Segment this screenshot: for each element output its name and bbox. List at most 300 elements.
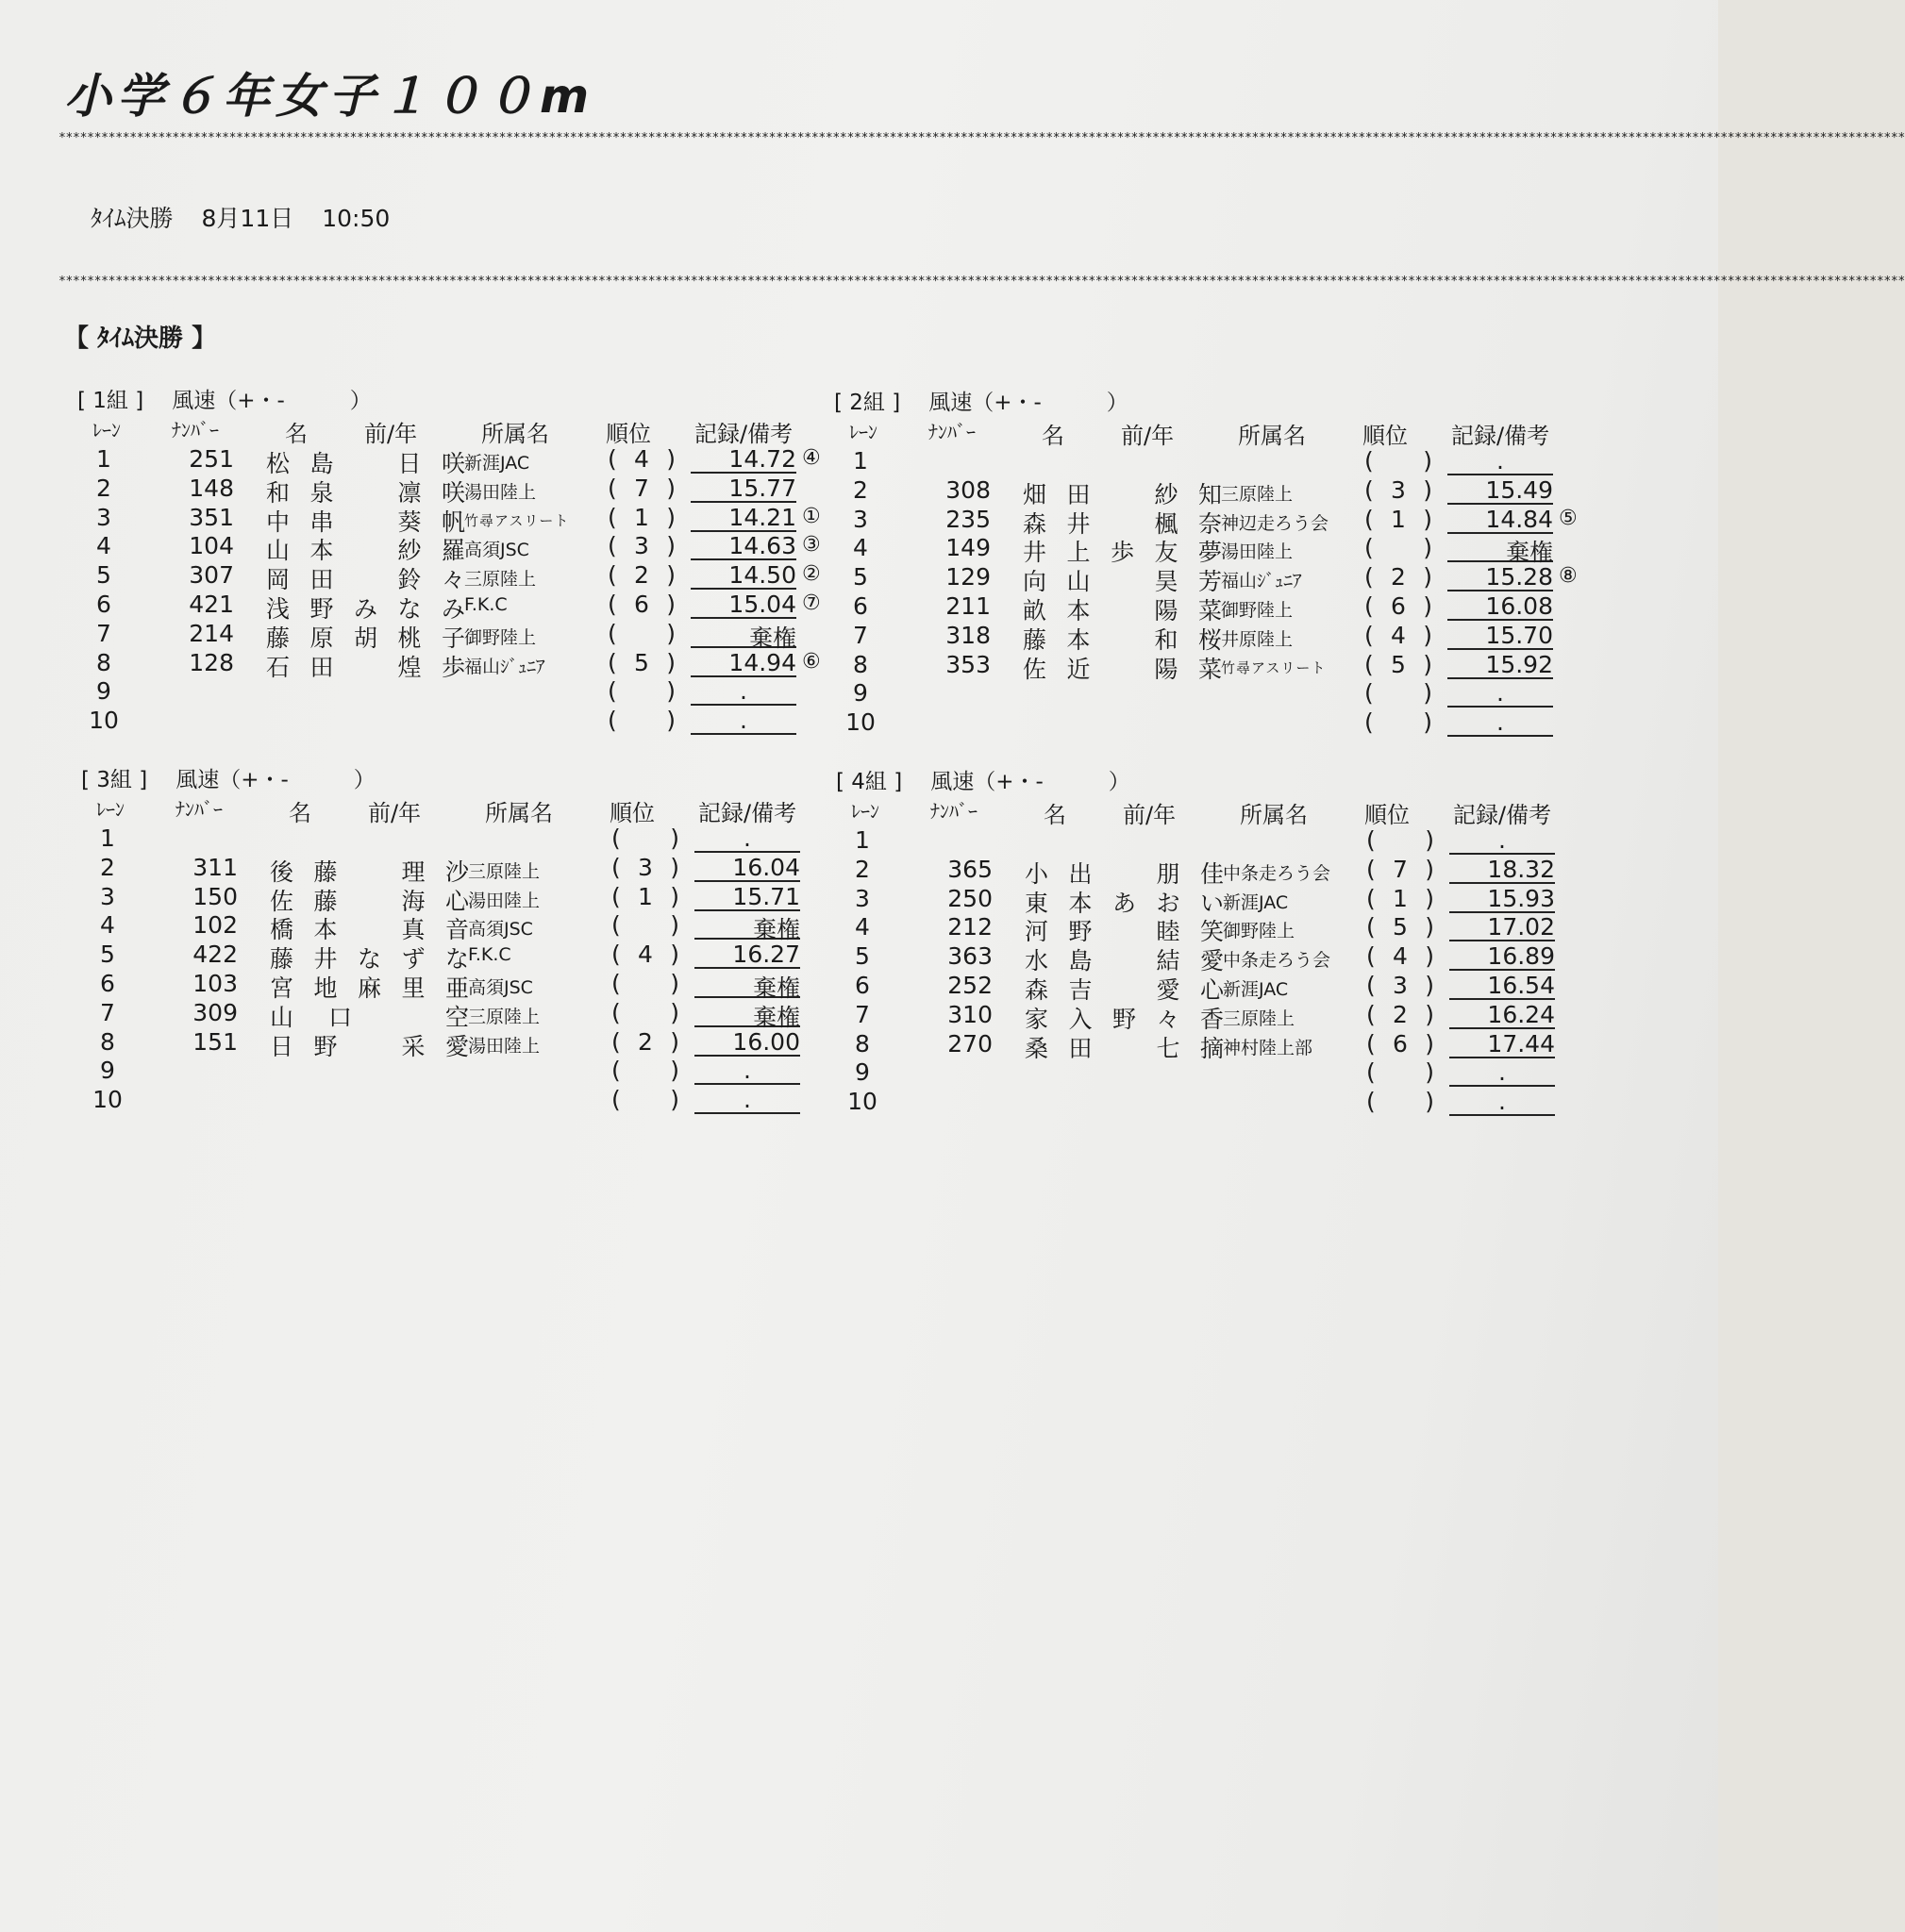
affiliation: 湯田陸上 [464, 481, 537, 503]
paren-open: ( [608, 648, 617, 676]
record-value: 15.49 [1447, 476, 1553, 505]
record-value: . [1447, 708, 1553, 737]
paren-open: ( [1366, 1029, 1376, 1058]
record-value: 棄権 [694, 911, 800, 940]
paren-open: ( [1366, 913, 1376, 941]
column-header-number: ﾅﾝﾊﾞｰ [928, 421, 976, 443]
table-row [834, 534, 1608, 567]
paren-close: ) [666, 474, 676, 502]
paren-close: ) [670, 998, 679, 1026]
table-row [77, 590, 851, 623]
paren-close: ) [1425, 1029, 1434, 1058]
athlete-name: 山本 紗羅 [266, 537, 466, 565]
paren-open: ( [611, 998, 621, 1026]
record-value: 14.72 [691, 445, 796, 474]
affiliation: 井原陸上 [1221, 628, 1294, 650]
asterisk-divider: ******************************************************************************************************************************************************************************************************************************************************************** [58, 275, 1905, 289]
athlete-name: 中串 葵帆 [266, 508, 466, 536]
paren-close: ) [1425, 971, 1434, 999]
affiliation: 福山ｼﾞｭﾆｱ [1221, 571, 1302, 592]
lane-number: 9 [100, 1057, 115, 1085]
wind-speed-label: 風速（+・- ） [175, 768, 376, 792]
record-value: 15.71 [694, 883, 800, 911]
wind-speed-label: 風速（+・- ） [928, 391, 1128, 415]
athlete-name: 日野 采愛 [270, 1032, 470, 1060]
table-row [81, 1057, 855, 1086]
affiliation: 湯田陸上 [468, 1035, 541, 1057]
page-title: 小学６年女子１００m [64, 69, 595, 124]
paren-close: ) [1423, 447, 1432, 475]
record-value: 15.04 [691, 591, 796, 619]
bib-number: 308 [945, 475, 991, 504]
lane-number: 1 [96, 445, 111, 473]
lane-number: 7 [855, 1000, 870, 1028]
rank-value: 2 [638, 1027, 653, 1056]
lane-number: 8 [100, 1027, 115, 1056]
rank-value: 1 [1393, 884, 1408, 912]
record-value: 15.28 [1447, 563, 1553, 591]
lane-number: 4 [96, 532, 111, 560]
rank-value: 1 [638, 882, 653, 910]
rank-value: 2 [1393, 1000, 1408, 1028]
paren-close: ) [666, 561, 676, 590]
overall-place-note: ① [802, 504, 821, 528]
athlete-name: 橋本 真音 [270, 916, 470, 944]
table-row [834, 563, 1608, 596]
affiliation: F.K.C [468, 944, 511, 966]
rank-value: 6 [634, 590, 649, 618]
bib-number: 129 [945, 563, 991, 591]
paren-open: ( [611, 824, 621, 852]
results-list [834, 447, 1608, 738]
athlete-name: 水島 結愛 [1025, 947, 1225, 975]
table-row [77, 532, 851, 565]
athlete-name: 畝本 陽菜 [1023, 596, 1223, 625]
athlete-name: 佐近 陽菜 [1023, 655, 1223, 683]
lane-number: 2 [853, 475, 868, 504]
wind-speed-label: 風速（+・- ） [930, 770, 1130, 794]
bib-number: 149 [945, 534, 991, 562]
affiliation: 三原陸上 [464, 569, 537, 591]
affiliation: 御野陸上 [1221, 599, 1294, 621]
athlete-name: 石田 煌歩 [266, 653, 466, 681]
column-header-affiliation: 所属名 [1240, 802, 1308, 828]
paren-open: ( [1364, 447, 1374, 475]
bib-number: 212 [947, 913, 993, 941]
paren-close: ) [666, 503, 676, 531]
affiliation: F.K.C [464, 593, 508, 615]
column-headers [81, 794, 855, 826]
affiliation: 高須JSC [468, 919, 533, 941]
athlete-name: 向山 昊芳 [1023, 568, 1223, 596]
record-value: 16.27 [694, 941, 800, 969]
column-header-rank: 順位 [610, 800, 655, 826]
record-value: . [1447, 447, 1553, 475]
table-row [77, 474, 851, 507]
paren-close: ) [1423, 650, 1432, 678]
lane-number: 5 [96, 561, 111, 590]
table-row [836, 913, 1610, 946]
event-info [91, 200, 418, 234]
record-value: . [694, 1057, 800, 1085]
rank-value: 3 [1391, 475, 1406, 504]
lane-number: 4 [100, 911, 115, 940]
table-row [836, 1029, 1610, 1062]
lane-number: 4 [855, 913, 870, 941]
bib-number: 250 [947, 884, 993, 912]
table-row [836, 884, 1610, 917]
paren-open: ( [608, 503, 617, 531]
bib-number: 128 [189, 648, 234, 676]
table-row [77, 619, 851, 652]
bib-number: 214 [189, 619, 234, 647]
lane-number: 3 [100, 882, 115, 910]
paren-close: ) [1423, 475, 1432, 504]
paren-open: ( [1364, 621, 1374, 649]
table-row [81, 941, 855, 974]
record-value: 16.00 [694, 1028, 800, 1057]
bib-number: 363 [947, 942, 993, 971]
column-header-number: ﾅﾝﾊﾞｰ [175, 798, 223, 821]
affiliation: 御野陸上 [464, 626, 537, 648]
paren-open: ( [608, 474, 617, 502]
paren-open: ( [608, 561, 617, 590]
event-date: 8月11日 [201, 205, 294, 232]
paren-open: ( [1366, 855, 1376, 883]
lane-number: 10 [89, 707, 119, 735]
bib-number: 365 [947, 855, 993, 883]
column-header-lane: ﾚｰﾝ [96, 798, 125, 821]
heat-block [836, 764, 1610, 1116]
column-header-prev-year: 前/年 [364, 421, 418, 447]
record-value: 17.44 [1449, 1030, 1555, 1058]
paren-close: ) [1423, 505, 1432, 533]
record-value: . [1449, 826, 1555, 855]
paren-open: ( [1366, 1058, 1376, 1087]
column-header-lane: ﾚｰﾝ [92, 419, 121, 441]
column-header-name: 名 [1044, 802, 1066, 828]
paren-close: ) [670, 882, 679, 910]
record-value: 18.32 [1449, 856, 1555, 884]
affiliation: 湯田陸上 [1221, 541, 1294, 563]
lane-number: 2 [855, 855, 870, 883]
record-value: 15.77 [691, 475, 796, 503]
bib-number: 102 [192, 911, 238, 940]
record-value: 14.50 [691, 561, 796, 590]
record-value: 15.93 [1449, 885, 1555, 913]
rank-value: 5 [634, 648, 649, 676]
record-value: 16.24 [1449, 1001, 1555, 1029]
column-header-affiliation: 所属名 [1238, 423, 1306, 449]
bib-number: 103 [192, 969, 238, 997]
column-header-name: 名 [1042, 423, 1064, 449]
column-header-record: 記録/備考 [698, 800, 797, 826]
paren-open: ( [611, 1057, 621, 1085]
affiliation: 新涯JAC [1223, 891, 1289, 913]
column-header-number: ﾅﾝﾊﾞｰ [172, 419, 219, 441]
paren-close: ) [1425, 1088, 1434, 1116]
affiliation: 神村陸上部 [1223, 1037, 1313, 1058]
heat-block [77, 383, 851, 735]
bib-number: 104 [189, 532, 234, 560]
overall-place-note: ③ [802, 533, 821, 558]
rank-value: 4 [638, 941, 653, 969]
record-value: . [691, 707, 796, 735]
column-header-name: 名 [285, 421, 308, 447]
heat-group-label: [ 4組 ] [836, 770, 903, 794]
rank-value: 3 [634, 532, 649, 560]
lane-number: 7 [96, 619, 111, 647]
paren-close: ) [1423, 534, 1432, 562]
athlete-name: 桑田 七摘 [1025, 1034, 1225, 1062]
heat-header [836, 764, 1130, 795]
paren-open: ( [611, 1086, 621, 1114]
asterisk-divider: ******************************************************************************************************************************************************************************************************************************************************************** [58, 131, 1905, 145]
paren-close: ) [670, 853, 679, 881]
heat-group-label: [ 3組 ] [81, 768, 148, 792]
bib-number: 351 [189, 503, 234, 531]
record-value: 棄権 [691, 620, 796, 648]
table-row [81, 1028, 855, 1058]
paren-open: ( [1366, 1000, 1376, 1028]
athlete-name: 東本あおい [1025, 889, 1225, 917]
lane-number: 9 [855, 1058, 870, 1087]
rank-value: 3 [638, 853, 653, 881]
paren-open: ( [608, 532, 617, 560]
rank-value: 3 [1393, 971, 1408, 999]
paren-open: ( [1366, 826, 1376, 854]
table-row [836, 1088, 1610, 1117]
record-value: 棄権 [694, 999, 800, 1027]
wind-speed-label: 風速（+・- ） [172, 389, 372, 413]
column-header-record: 記録/備考 [1453, 802, 1552, 828]
bib-number: 252 [947, 971, 993, 999]
paren-open: ( [1364, 563, 1374, 591]
paren-close: ) [670, 911, 679, 940]
bib-number: 150 [192, 882, 238, 910]
bib-number: 318 [945, 621, 991, 649]
affiliation: 三原陸上 [1221, 483, 1294, 505]
overall-place-note: ⑦ [802, 591, 821, 615]
results-list [81, 824, 855, 1115]
affiliation: 三原陸上 [1223, 1008, 1295, 1029]
paren-close: ) [1425, 884, 1434, 912]
table-row [836, 1058, 1610, 1088]
column-header-rank: 順位 [606, 421, 651, 447]
heat-header [77, 383, 372, 414]
table-row [81, 824, 855, 854]
athlete-name: 浅野みなみ [266, 594, 466, 623]
affiliation: 湯田陸上 [468, 890, 541, 911]
paren-open: ( [1364, 534, 1374, 562]
paren-close: ) [1423, 591, 1432, 620]
heat-group-label: [ 1組 ] [77, 389, 144, 413]
table-row [834, 476, 1608, 506]
rank-value: 2 [634, 561, 649, 590]
table-row [77, 561, 851, 594]
athlete-name: 河野 睦笑 [1025, 918, 1225, 946]
record-value: 14.84 [1447, 506, 1553, 534]
paren-close: ) [1425, 826, 1434, 854]
lane-number: 6 [853, 591, 868, 620]
lane-number: 9 [96, 677, 111, 706]
lane-number: 4 [853, 534, 868, 562]
heat-header [81, 762, 376, 793]
overall-place-note: ⑥ [802, 649, 821, 674]
paren-close: ) [1425, 942, 1434, 971]
lane-number: 1 [855, 826, 870, 854]
column-header-rank: 順位 [1364, 802, 1410, 828]
column-header-affiliation: 所属名 [485, 800, 553, 826]
record-value: 14.21 [691, 504, 796, 532]
record-value: 14.63 [691, 532, 796, 560]
paren-open: ( [611, 1027, 621, 1056]
table-row [834, 708, 1608, 738]
record-value: 15.70 [1447, 622, 1553, 650]
table-row [81, 1086, 855, 1115]
table-row [834, 679, 1608, 708]
heat-block [834, 385, 1608, 737]
paren-close: ) [666, 445, 676, 473]
athlete-name: 森井 楓奈 [1023, 509, 1223, 538]
rank-value: 6 [1391, 591, 1406, 620]
record-value: 16.89 [1449, 942, 1555, 971]
column-header-prev-year: 前/年 [1121, 423, 1175, 449]
rank-value: 5 [1393, 913, 1408, 941]
athlete-name: 佐藤 海心 [270, 887, 470, 915]
column-headers [77, 415, 851, 447]
paren-open: ( [1364, 708, 1374, 737]
athlete-name: 岡田 鈴々 [266, 566, 466, 594]
rank-value: 1 [1391, 505, 1406, 533]
table-row [836, 826, 1610, 856]
column-header-name: 名 [289, 800, 311, 826]
record-value: . [1449, 1058, 1555, 1087]
affiliation: 三原陸上 [468, 860, 541, 882]
table-row [834, 621, 1608, 654]
column-header-prev-year: 前/年 [1123, 802, 1177, 828]
affiliation: 高須JSC [468, 976, 533, 998]
paren-close: ) [670, 1027, 679, 1056]
lane-number: 5 [855, 942, 870, 971]
lane-number: 2 [96, 474, 111, 502]
bib-number: 151 [192, 1027, 238, 1056]
table-row [834, 591, 1608, 625]
table-row [834, 447, 1608, 476]
athlete-name: 和泉 凛咲 [266, 478, 466, 507]
table-row [836, 1000, 1610, 1033]
rank-value: 6 [1393, 1029, 1408, 1058]
paren-close: ) [1423, 563, 1432, 591]
overall-place-note: ⑤ [1559, 506, 1578, 530]
results-list [77, 445, 851, 736]
bib-number: 148 [189, 474, 234, 502]
table-row [81, 998, 855, 1031]
section-heading: 【 ﾀｲﾑ決勝 】 [64, 325, 217, 353]
column-header-rank: 順位 [1362, 423, 1408, 449]
table-row [836, 971, 1610, 1004]
paren-close: ) [666, 532, 676, 560]
paren-close: ) [666, 648, 676, 676]
athlete-name: 山口 空 [270, 1003, 470, 1031]
record-value: 15.92 [1447, 651, 1553, 679]
paren-close: ) [670, 1057, 679, 1085]
paren-open: ( [1364, 591, 1374, 620]
bib-number: 211 [945, 591, 991, 620]
record-value: . [1449, 1088, 1555, 1116]
athlete-name: 家入野々香 [1025, 1005, 1225, 1033]
results-list [836, 826, 1610, 1117]
paren-close: ) [666, 707, 676, 735]
lane-number: 8 [96, 648, 111, 676]
rank-value: 1 [634, 503, 649, 531]
record-value: 棄権 [1447, 534, 1553, 562]
paren-close: ) [670, 1086, 679, 1114]
paren-open: ( [1366, 884, 1376, 912]
paren-close: ) [1423, 621, 1432, 649]
column-header-number: ﾅﾝﾊﾞｰ [930, 800, 978, 823]
athlete-name: 小出 朋佳 [1025, 859, 1225, 888]
lane-number: 7 [853, 621, 868, 649]
paren-open: ( [608, 677, 617, 706]
rank-value: 4 [1391, 621, 1406, 649]
heat-block [81, 762, 855, 1114]
lane-number: 9 [853, 679, 868, 708]
record-value: 16.08 [1447, 592, 1553, 621]
table-row [836, 942, 1610, 975]
column-headers [834, 417, 1608, 449]
table-row [77, 445, 851, 475]
table-row [836, 855, 1610, 888]
overall-place-note: ④ [802, 446, 821, 470]
lane-number: 1 [853, 447, 868, 475]
paren-open: ( [1364, 475, 1374, 504]
record-value: . [694, 824, 800, 853]
affiliation: 竹尋アスリート [1221, 658, 1327, 676]
bib-number: 310 [947, 1000, 993, 1028]
bib-number: 251 [189, 445, 234, 473]
record-value: 16.54 [1449, 972, 1555, 1000]
affiliation: 福山ｼﾞｭﾆｱ [464, 656, 545, 677]
lane-number: 8 [855, 1029, 870, 1058]
bib-number: 421 [189, 590, 234, 618]
record-value: . [691, 677, 796, 706]
paren-close: ) [666, 590, 676, 618]
athlete-name: 森吉 愛心 [1025, 975, 1225, 1004]
column-header-record: 記録/備考 [694, 421, 794, 447]
table-row [81, 882, 855, 915]
record-value: . [1447, 679, 1553, 708]
athlete-name: 畑田 紗知 [1023, 480, 1223, 508]
lane-number: 6 [96, 590, 111, 618]
affiliation: 中条走ろう会 [1223, 862, 1331, 884]
paren-close: ) [1425, 913, 1434, 941]
bib-number: 422 [192, 941, 238, 969]
paren-open: ( [1366, 942, 1376, 971]
paren-open: ( [611, 882, 621, 910]
affiliation: 竹尋アスリート [464, 511, 570, 529]
column-header-lane: ﾚｰﾝ [849, 421, 877, 443]
athlete-name: 藤井なずな [270, 945, 470, 974]
paren-close: ) [670, 824, 679, 852]
affiliation: 新涯JAC [464, 453, 530, 474]
lane-number: 5 [100, 941, 115, 969]
paren-open: ( [1366, 1088, 1376, 1116]
lane-number: 3 [855, 884, 870, 912]
athlete-name: 宮地麻里亜 [270, 974, 470, 1002]
table-row [81, 911, 855, 944]
event-type: ﾀｲﾑ決勝 [91, 205, 174, 232]
